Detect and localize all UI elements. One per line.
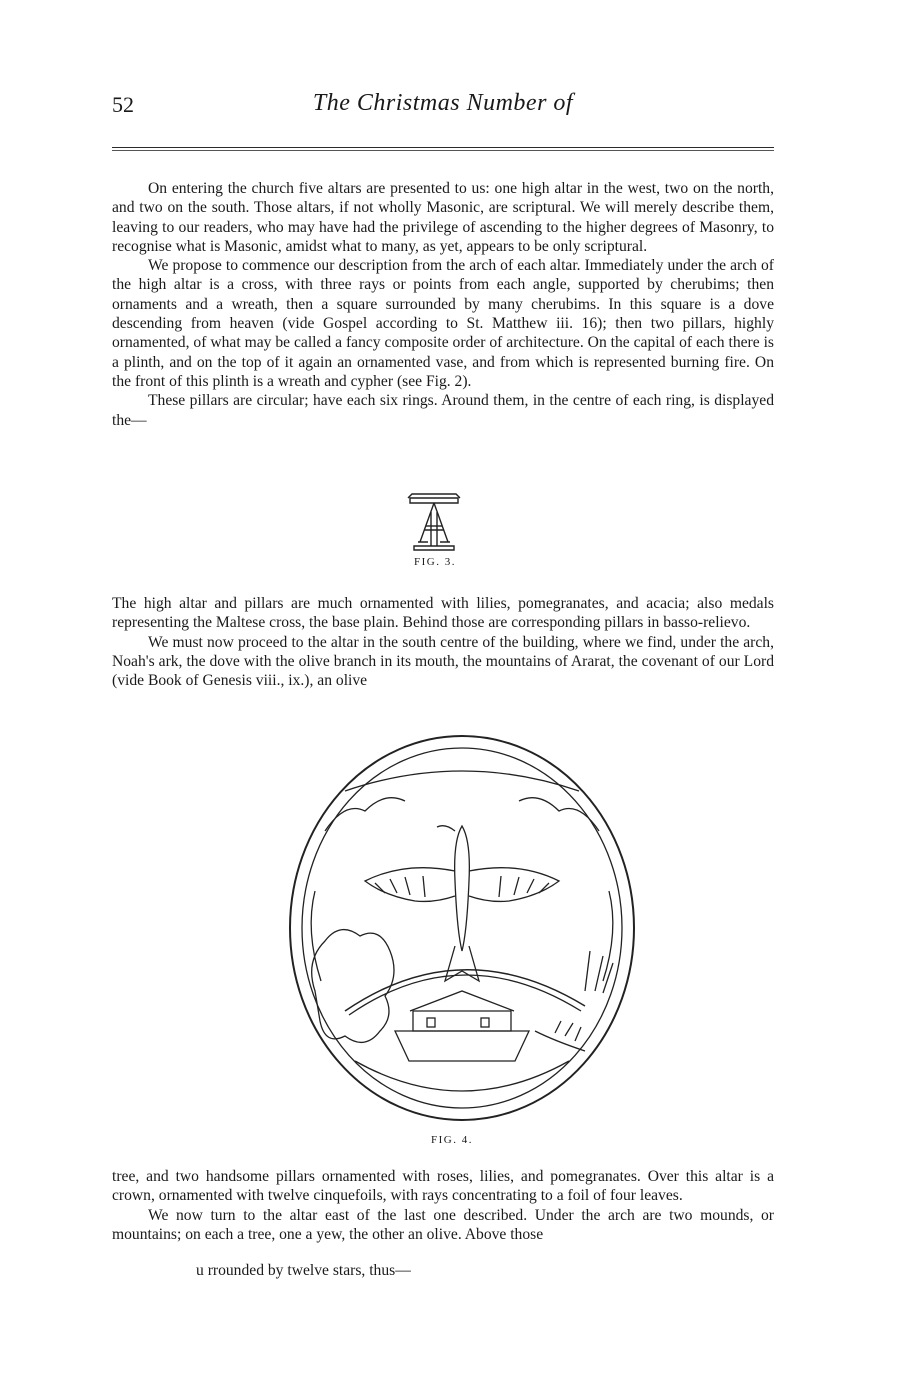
text-block-intro [112, 179, 774, 430]
paragraph: The high altar and pillars are much ornamented with lilies, pomegranates, and acacia; also medals representing the Maltese cross, the base plain. Behind those are corresponding pillars in basso-relievo. [112, 595, 774, 632]
last-line: u rrounded by twelve stars, thus— [196, 1262, 411, 1279]
fig4-dove-ark-medallion [285, 731, 639, 1125]
text-block-middle [112, 594, 774, 690]
fig3-triple-tau-symbol [404, 492, 464, 552]
header-rule-thin [112, 150, 774, 151]
paragraph: We must now proceed to the altar in the south centre of the building, where we find, under the arch, Noah's ark, the dove with the olive branch in its mouth, the mountains of Ararat, the covenant of our Lord (vide Book of Genesis viii., ix.), an olive [112, 633, 774, 690]
paragraph: On entering the church five altars are presented to us: one high altar in the west, two on the north, and two on the south. Those altars, if not wholly Masonic, are scriptural. We will merely describe them, leaving to our readers, who may have had the privilege of ascending to the higher degrees of Masonry, to recognise what is Masonic, amidst what to many, as yet, appears to be only scriptural. [112, 180, 774, 255]
fig3-caption: FIG. 3. [414, 556, 456, 568]
paragraph: These pillars are circular; have each six rings. Around them, in the centre of each ring, is displayed the— [112, 392, 774, 429]
fig4-caption: FIG. 4. [431, 1134, 473, 1146]
page-header [112, 92, 774, 126]
paragraph: We now turn to the altar east of the last one described. Under the arch are two mounds, or mountains; on each a tree, one a yew, the other an olive. Above those [112, 1206, 774, 1243]
paragraph: tree, and two handsome pillars ornamented with roses, lilies, and pomegranates. Over this altar is a crown, ornamented with twelve cinquefoils, with rays concentrating to a foil of four leaves. [112, 1168, 774, 1205]
page-number: 52 [112, 92, 134, 117]
header-rule [112, 147, 774, 148]
running-title: The Christmas Number of [312, 90, 574, 116]
paragraph: We propose to commence our description from the arch of each altar. Immediately under the arch of the high altar is a cross, with three rays or points from each angle, supported by cherubims; then ornaments and a wreath, then a square surrounded by many cherubims. In this square is a dove descending from heaven (vide Gospel according to St. Matthew iii. 16); then two pillars, highly ornamented, of what may be called a fancy composite order of architecture. On the capital of each there is a plinth, and on the top of it again an ornamented vase, and from which is represented burning fire. On the front of this plinth is a wreath and cypher (see Fig. 2). [112, 257, 774, 390]
text-block-closing [112, 1167, 774, 1244]
